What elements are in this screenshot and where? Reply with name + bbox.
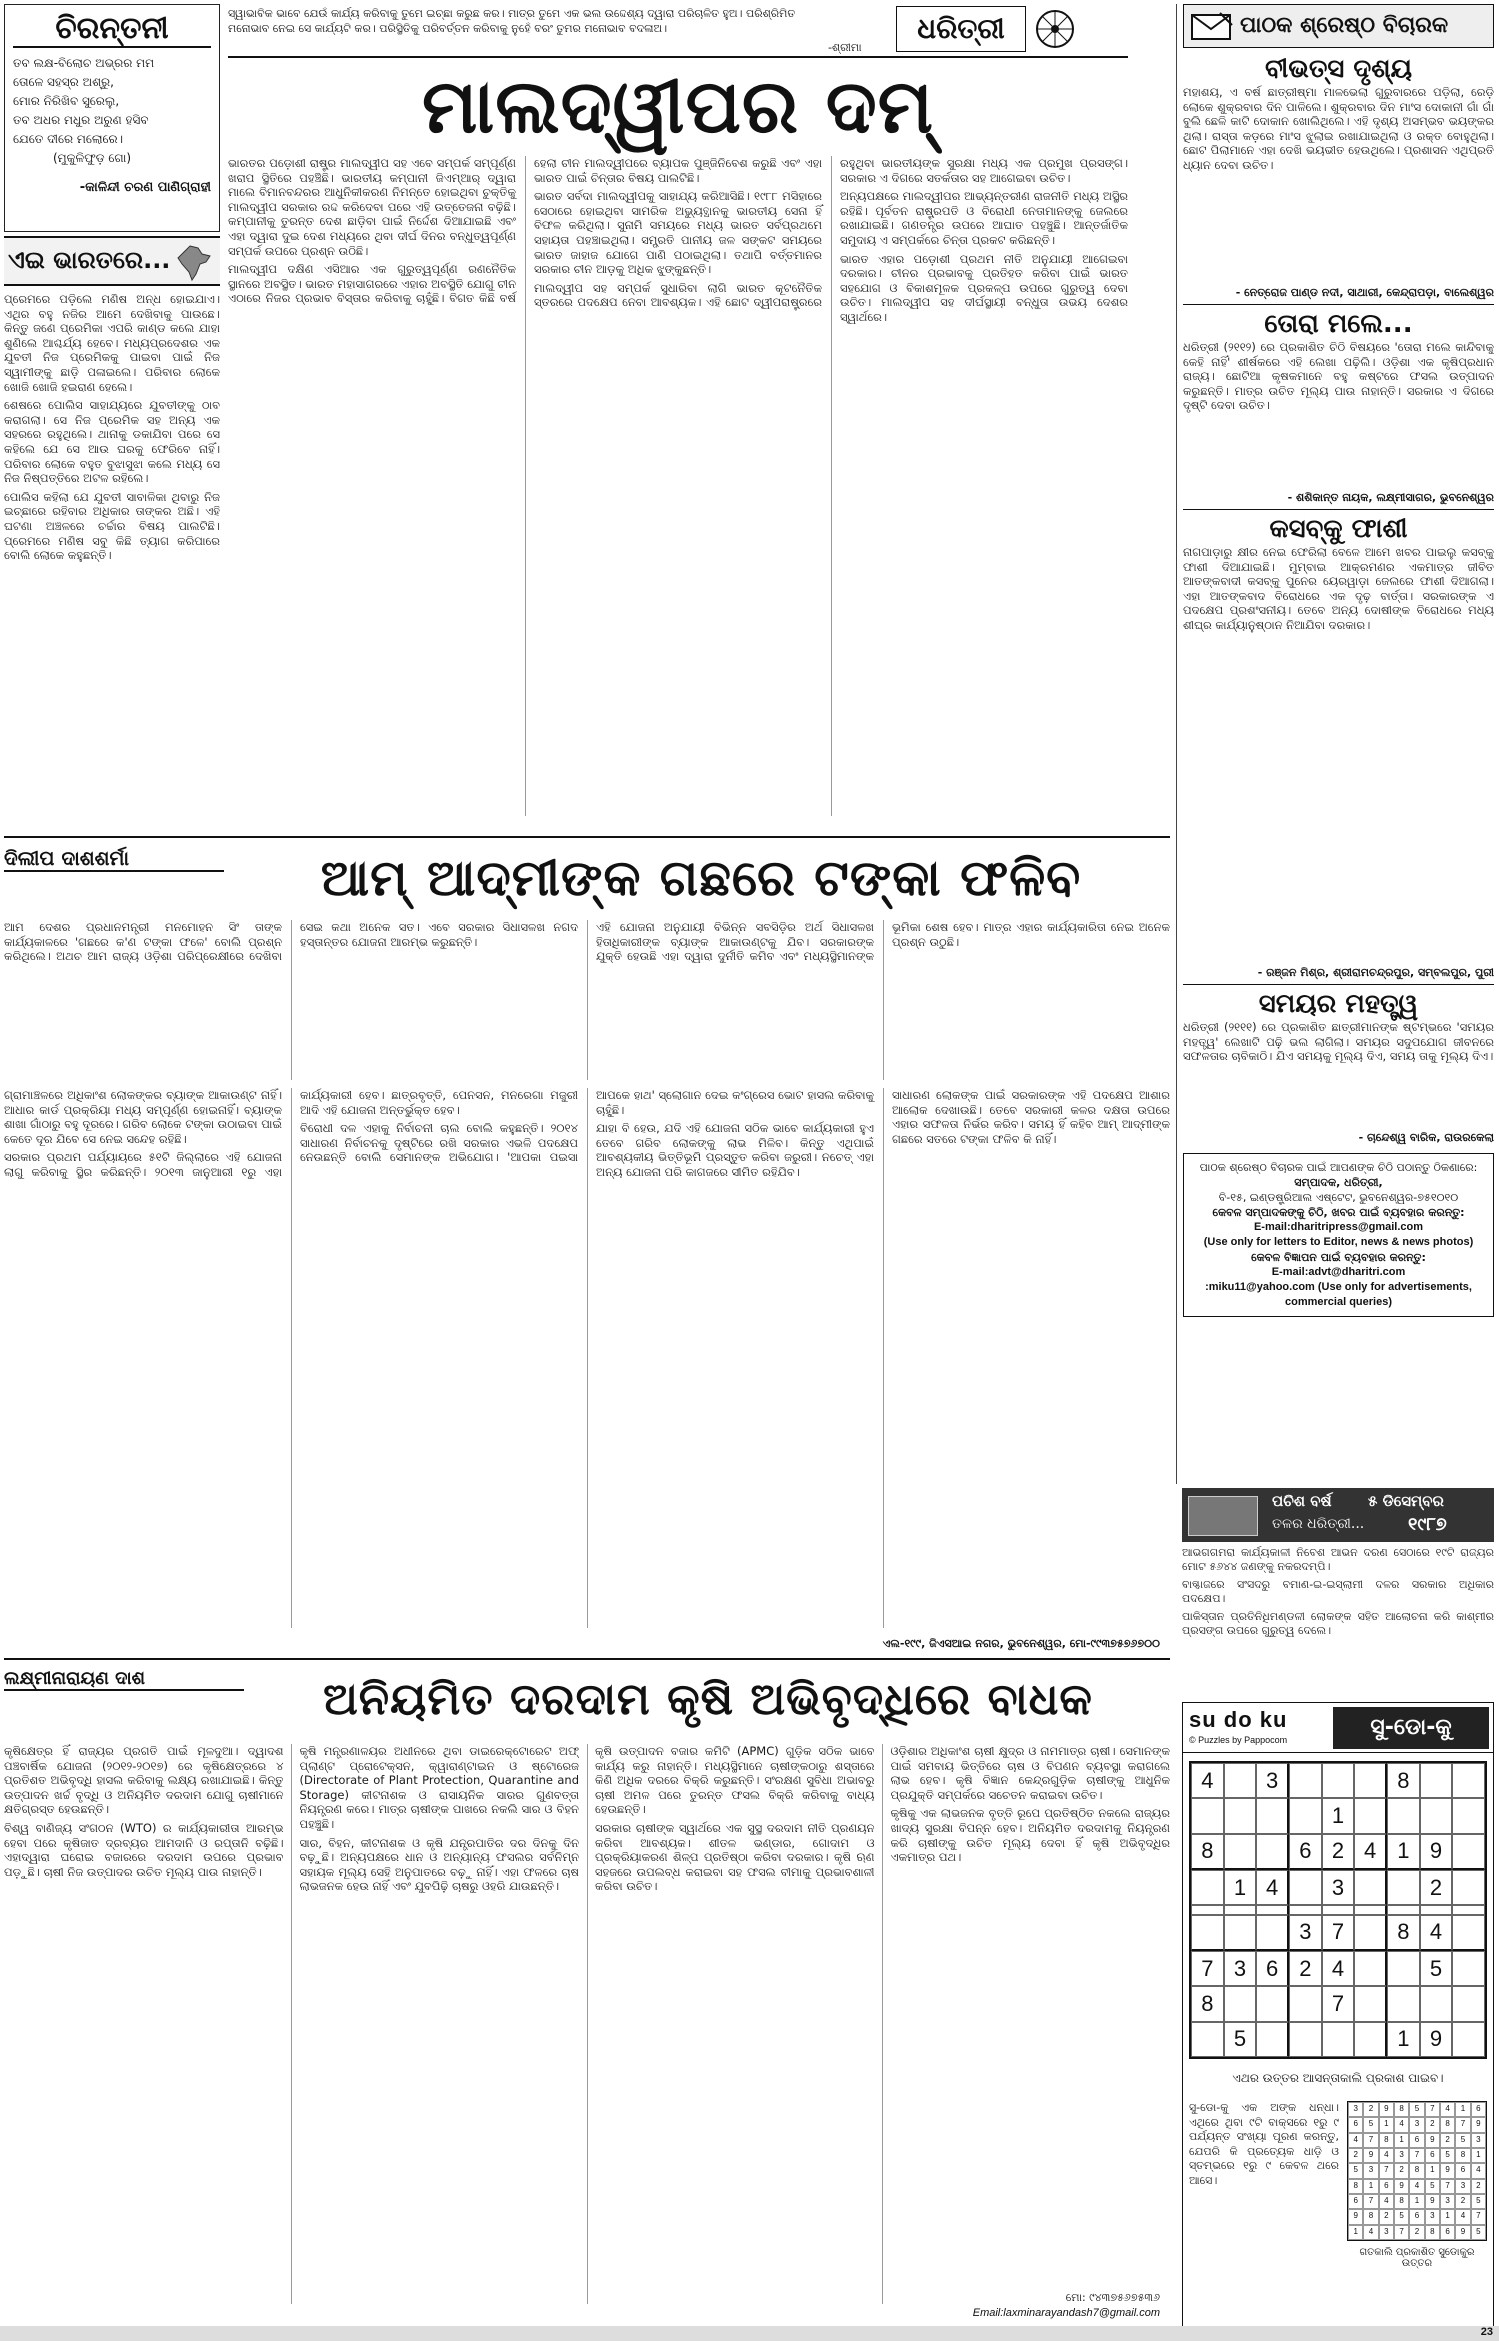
poem-line: ତବ ଲକ୍ଷ-ବିଲୋଚ ଅଭ୍ରର ମମ	[13, 56, 155, 70]
sudoku-cell[interactable]: 4	[1420, 1915, 1453, 1951]
advt-email-alt[interactable]: :miku11@yahoo.com (Use only for advertisements, commercial queries)	[1205, 1281, 1472, 1308]
poem-line: ତୋଳେ ସହସ୍ର ଅଶ୍ରୁ,	[13, 75, 114, 89]
solution-cell: 8	[1440, 2117, 1455, 2132]
solution-cell: 4	[1440, 2102, 1455, 2117]
sudoku-cell[interactable]	[1224, 1798, 1257, 1833]
solution-cell: 2	[1363, 2102, 1378, 2117]
sudoku-solution	[1347, 2101, 1487, 2241]
letters-banner-title: ପାଠକ ଶ୍ରେଷ୍ଠ ବିଚାରକ	[1240, 13, 1449, 38]
sudoku-solution-caption: ଗତକାଲି ପ୍ରକାଶିତ ସୁଡୋକୁର ଉତ୍ତର	[1359, 2247, 1475, 2269]
sudoku-cell[interactable]: 4	[1256, 1870, 1289, 1905]
sudoku-cell[interactable]	[1224, 1905, 1257, 1914]
article3-email[interactable]: Email:laxminarayandash7@gmail.com	[972, 2307, 1160, 2319]
solution-cell: 6	[1440, 2225, 1455, 2240]
poem-line: ତବ ଅଧର ମଧୁର ଅରୁଣ ହସିବ	[13, 113, 149, 127]
sudoku-cell[interactable]	[1452, 2022, 1485, 2057]
sudoku-cell[interactable]	[1387, 1905, 1420, 1914]
address-line: କେବଳ ବିଜ୍ଞାପନ ପାଇଁ ବ୍ୟବହାର କରନ୍ତୁ:	[1251, 1251, 1426, 1264]
sudoku-cell[interactable]: 9	[1420, 1834, 1453, 1870]
solution-cell: 3	[1471, 2133, 1486, 2148]
solution-cell: 4	[1409, 2179, 1424, 2194]
sudoku-cell[interactable]: 9	[1420, 2022, 1453, 2057]
sudoku-cell[interactable]	[1289, 1986, 1322, 2021]
letter-body: ନାଗପାଡ଼ାରୁ କ୍ଷୀର ନେଇ ଫେରିଲା ବେଳେ ଆମେ ଖବର ପାଇଲୁ କସବ୍‌କୁ ଫାଶୀ ଦିଆଯାଇଛି। ମୁମ୍ବାଇ ଆକ୍ରମଣର ଏକମାତ୍ର ଜୀବିତ ଆତଙ୍କବାଦୀ କସବ୍‌କୁ ପୁନେର ୟେରୱାଡ଼ା ଜେଲରେ ଫାଶୀ ଦିଆଗଲା। ଏହା ଆତଙ୍କବାଦ ବିରୋଧରେ ଏକ ଦୃଢ଼ ବାର୍ତ୍ତା। ସରକାରଙ୍କ ଏ ପଦକ୍ଷେପ ପ୍ରଶଂସନୀୟ। ତେବେ ଅନ୍ୟ ଦୋଷୀଙ୍କ ବିରୋଧରେ ମଧ୍ୟ ଶୀଘ୍ର କାର୍ଯ୍ୟାନୁଷ୍ଠାନ ନିଆଯିବା ଦରକାର।	[1183, 545, 1494, 632]
sudoku-cell[interactable]	[1289, 1798, 1322, 1833]
solution-cell: 2	[1425, 2117, 1440, 2132]
sudoku-cell[interactable]: 6	[1256, 1951, 1289, 1986]
poem-author: -କାଳିନ୍ଦୀ ଚରଣ ପାଣିଗ୍ରାହୀ	[79, 180, 211, 195]
poem-lines	[13, 54, 211, 168]
sudoku-cell[interactable]	[1387, 1951, 1420, 1986]
solution-cell: 8	[1363, 2209, 1378, 2224]
sudoku-cell[interactable]	[1289, 1763, 1322, 1798]
sudoku-header	[1183, 1703, 1493, 1753]
solution-cell: 2	[1440, 2133, 1455, 2148]
anniversary-label: ପଚିଶ ବର୍ଷ	[1272, 1492, 1332, 1510]
solution-cell: 5	[1363, 2117, 1378, 2132]
article3-paragraph: କୃଷି ଉତ୍ପାଦନ ବଜାର କମିଟି (APMC) ଗୁଡ଼ିକ ସଠିକ ଭାବେ କାର୍ଯ୍ୟ କରୁ ନାହାନ୍ତି। ମଧ୍ୟସ୍ଥିମାନେ ଚାଷୀଙ୍କଠାରୁ ଶସ୍ତାରେ କିଣି ଅଧିକ ଦରରେ ବିକ୍ରି କରୁଛନ୍ତି। ସଂରକ୍ଷଣ ସୁବିଧା ଅଭାବରୁ ଚାଷୀ ଅମଳ ପରେ ତୁରନ୍ତ ଫସଲ ବିକ୍ରି କରିବାକୁ ବାଧ୍ୟ ହେଉଛନ୍ତି।	[595, 1744, 875, 1817]
sudoku-cell[interactable]	[1224, 1986, 1257, 2021]
solution-cell: 3	[1379, 2225, 1394, 2240]
sudoku-grid[interactable]	[1189, 1761, 1487, 2059]
solution-cell: 4	[1471, 2163, 1486, 2178]
sudoku-cell[interactable]: 3	[1256, 1763, 1289, 1798]
sudoku-cell[interactable]	[1224, 1915, 1257, 1951]
sudoku-cell[interactable]	[1289, 1870, 1322, 1905]
sudoku-cell[interactable]: 8	[1387, 1915, 1420, 1951]
footer-bar	[0, 2326, 1499, 2341]
bharatare-title: ଏଇ ଭାରତରେ...	[8, 246, 171, 274]
bharatare-box	[4, 236, 220, 818]
editorial-paragraph: ଅନ୍ୟପକ୍ଷରେ ମାଲଦ୍ୱୀପର ଆଭ୍ୟନ୍ତରୀଣ ରାଜନୀତି ମଧ୍ୟ ଅସ୍ଥିର ରହିଛି। ପୂର୍ବତନ ରାଷ୍ଟ୍ରପତି ଓ ବିରୋଧୀ ନେତାମାନଙ୍କୁ ଜେଲରେ ରଖାଯାଇଛି। ଗଣତନ୍ତ୍ର ଉପରେ ଆଘାତ ପହଞ୍ଚୁଛି। ଆନ୍ତର୍ଜାତିକ ସମୁଦାୟ ଏ ସମ୍ପର୍କରେ ଚିନ୍ତା ପ୍ରକଟ କରିଛନ୍ତି।	[840, 189, 1128, 247]
sudoku-cell[interactable]: 2	[1420, 1870, 1453, 1905]
sudoku-cell[interactable]: 1	[1322, 1798, 1355, 1833]
sudoku-cell[interactable]	[1191, 1905, 1224, 1914]
solution-cell: 4	[1348, 2133, 1363, 2148]
solution-cell: 7	[1425, 2102, 1440, 2117]
section-rule	[4, 836, 1170, 838]
quote-author: -ଶ୍ରୀମା	[828, 41, 862, 54]
solution-cell: 6	[1425, 2148, 1440, 2163]
sudoku-cell[interactable]: 8	[1191, 1834, 1224, 1870]
dharitri-logo: ଧରିତ୍ରୀ	[896, 6, 1026, 52]
solution-cell: 3	[1348, 2102, 1363, 2117]
solution-cell: 2	[1471, 2179, 1486, 2194]
article2-paragraph: ଆମ ଦେଶର ପ୍ରଧାନମନ୍ତ୍ରୀ ମନମୋହନ ସିଂ ତାଙ୍କ କାର୍ଯ୍ୟକାଳରେ 'ଗଛରେ କ'ଣ ଟଙ୍କା ଫଳେ' ବୋଲି ପ୍ରଶ୍ନ କରିଥିଲେ। ଅଥଚ ଆମ ରାଜ୍ୟ ଓଡ଼ିଶା ପରିପ୍ରେକ୍ଷୀରେ ଦେଖିବା ସେଇ କଥା ଅନେକ ସତ। ଏବେ ସରକାର ସିଧାସଳଖ ନଗଦ ହସ୍ତାନ୍ତର ଯୋଜନା ଆରମ୍ଭ କରୁଛନ୍ତି।	[4, 920, 578, 964]
sudoku-cell[interactable]	[1191, 1870, 1224, 1905]
solution-cell: 1	[1394, 2133, 1409, 2148]
poem-source: (ମୁକୁଳିଫୁଡ଼ ଗୋ)	[53, 151, 132, 165]
article2-paragraph: ଗ୍ରାମାଞ୍ଚଳରେ ଅଧିକାଂଶ ଲୋକଙ୍କର ବ୍ୟାଙ୍କ ଆକାଉଣ୍ଟ ନାହିଁ। ଆଧାର କାର୍ଡ ପ୍ରକ୍ରିୟା ମଧ୍ୟ ସମ୍ପୂର୍ଣ୍ଣ ହୋଇନାହିଁ। ବ୍ୟାଙ୍କ ଶାଖା ଗାଁଠାରୁ ବହୁ ଦୂରରେ। ଗରିବ ଲୋକେ ଟଙ୍କା ଉଠାଇବା ପାଇଁ କେତେ ଦୂର ଯିବେ ସେ ନେଇ ସନ୍ଦେହ ରହିଛି।	[4, 1088, 282, 1146]
solution-cell: 7	[1379, 2163, 1394, 2178]
solution-cell: 9	[1471, 2117, 1486, 2132]
newspaper-icon	[1188, 1496, 1258, 1536]
page-number: 23	[1480, 2326, 1493, 2338]
sudoku-cell[interactable]	[1452, 1905, 1485, 1914]
editorial-paragraph: ମାଲଦ୍ୱୀପ ଦକ୍ଷିଣ ଏସିଆର ଏକ ଗୁରୁତ୍ୱପୂର୍ଣ୍ଣ ରଣନୈତିକ ସ୍ଥାନରେ ଅବସ୍ଥିତ। ଭାରତ ମହାସାଗରରେ ଏହାର ଅବସ୍ଥିତି ଯୋଗୁ ଚୀନ ଏଠାରେ ନିଜର ପ୍ରଭାବ ବିସ୍ତାର କରିବାକୁ ଚାହୁଁଛି। ବିଗତ କିଛି ବର୍ଷ ହେଲା ଚୀନ ମାଲଦ୍ୱୀପରେ ବ୍ୟାପକ ପୁଞ୍ଜିନିବେଶ କରୁଛି ଏବଂ ଏହା ଭାରତ ପାଇଁ ଚିନ୍ତାର ବିଷୟ ପାଲଟିଛି।	[228, 156, 822, 306]
poem-line: ମୋର ନିରିଖିବ ସୁରେଲୁ,	[13, 94, 120, 108]
solution-cell: 9	[1425, 2194, 1440, 2209]
solution-cell: 4	[1363, 2225, 1378, 2240]
editor-email-note: (Use only for letters to Editor, news & news photos)	[1203, 1236, 1474, 1248]
sudoku-cell[interactable]	[1191, 2022, 1224, 2057]
article2-paragraph: ସାଧାରଣ ଲୋକଙ୍କ ପାଇଁ ସରକାରଙ୍କ ଏହି ପଦକ୍ଷେପ ଆଶାର ଆଲୋକ ଦେଖାଉଛି। ତେବେ ସରକାରୀ କଳର ଦକ୍ଷତା ଉପରେ ଏହାର ସଫଳତା ନିର୍ଭର କରିବ। ସମୟ ହିଁ କହିବ ଆମ୍ ଆଦ୍‌ମୀଙ୍କ ଗଛରେ ସତରେ ଟଙ୍କା ଫଳିବ କି ନାହିଁ।	[892, 1088, 1170, 1146]
solution-cell: 5	[1394, 2209, 1409, 2224]
solution-cell: 7	[1409, 2148, 1424, 2163]
anniversary-year: ୧୯୮୭	[1408, 1514, 1447, 1535]
anniversary-banner	[1182, 1488, 1494, 1542]
solution-cell: 5	[1409, 2102, 1424, 2117]
article3-author: ଲକ୍ଷ୍ମୀନାରାୟଣ ଦାଶ	[4, 1668, 244, 1691]
solution-cell: 4	[1455, 2209, 1470, 2224]
sudoku-cell[interactable]	[1420, 1986, 1453, 2021]
letter-signature: - ରଞ୍ଜନ ମିଶ୍ର, ଶ୍ରୀରାମଚନ୍ଦ୍ରପୁର, ସମ୍ବଲପୁର, ପୁରୀ	[1257, 966, 1494, 979]
solution-cell: 5	[1471, 2194, 1486, 2209]
letter-body: ଧରିତ୍ରୀ (୨୧୧୧) ରେ ପ୍ରକାଶିତ ଛାତ୍ରୀମାନଙ୍କ ଷ୍ଟମ୍ଭରେ 'ସମୟର ମହତ୍ତ୍ୱ' ଲେଖାଟି ପଢ଼ି ଭଲ ଲାଗିଲା। ସମୟର ସଦୁପଯୋଗ ଜୀବନରେ ସଫଳତାର ଚାବିକାଠି। ଯିଏ ସମୟକୁ ମୂଲ୍ୟ ଦିଏ, ସମୟ ତାକୁ ମୂଲ୍ୟ ଦିଏ।	[1183, 1020, 1494, 1064]
sudoku-cell[interactable]: 7	[1322, 1915, 1355, 1951]
sudoku-brand-odia: ସୁ-ଡୋ-କୁ	[1333, 1707, 1489, 1749]
solution-cell: 1	[1409, 2194, 1424, 2209]
letter-signature: - ଶଶିକାନ୍ତ ନାୟକ, ଲକ୍ଷ୍ମୀସାଗର, ଭୁବନେଶ୍ୱର	[1287, 491, 1494, 504]
solution-cell: 6	[1348, 2194, 1363, 2209]
wheel-icon	[1034, 8, 1076, 50]
article2-author: ଦିଲୀପ ଦାଶଶର୍ମା	[4, 846, 224, 872]
sudoku-cell[interactable]	[1354, 1905, 1387, 1914]
solution-cell: 9	[1455, 2225, 1470, 2240]
letter-title: ସମୟର ମହତ୍ତ୍ୱ	[1258, 989, 1419, 1019]
sudoku-cell[interactable]	[1322, 2022, 1355, 2057]
sudoku-cell[interactable]	[1256, 1915, 1289, 1951]
india-map-icon	[174, 244, 214, 282]
solution-cell: 4	[1379, 2148, 1394, 2163]
sudoku-cell[interactable]: 7	[1322, 1986, 1355, 2021]
solution-cell: 8	[1379, 2133, 1394, 2148]
solution-cell: 1	[1455, 2102, 1470, 2117]
solution-cell: 9	[1363, 2148, 1378, 2163]
solution-cell: 7	[1471, 2209, 1486, 2224]
sudoku-cell[interactable]	[1354, 1915, 1387, 1951]
solution-cell: 7	[1440, 2179, 1455, 2194]
solution-cell: 5	[1348, 2163, 1363, 2178]
article3-paragraph: କୃଷିକୁ ଏକ ଲାଭଜନକ ବୃତ୍ତି ରୂପେ ପ୍ରତିଷ୍ଠିତ ନକଲେ ରାଜ୍ୟର ଖାଦ୍ୟ ସୁରକ୍ଷା ବିପନ୍ନ ହେବ। ଅନିୟମିତ ଦରଦାମକୁ ନିୟନ୍ତ୍ରଣ କରି ଚାଷୀଙ୍କୁ ଉଚିତ ମୂଲ୍ୟ ଦେବା ହିଁ କୃଷି ଅଭିବୃଦ୍ଧିର ଏକମାତ୍ର ପଥ।	[890, 1806, 1170, 1865]
solution-cell: 6	[1455, 2163, 1470, 2178]
solution-cell: 6	[1409, 2133, 1424, 2148]
article3-body	[4, 1744, 1170, 2304]
sudoku-cell[interactable]	[1420, 1905, 1453, 1914]
solution-cell: 3	[1455, 2179, 1470, 2194]
solution-cell: 1	[1379, 2117, 1394, 2132]
article3-paragraph: କୃଷି ମନ୍ତ୍ରଣାଳୟର ଅଧୀନରେ ଥିବା ଡାଇରେକ୍ଟୋରେଟ ଅଫ୍ ପ୍ଲାଣ୍ଟ ପ୍ରୋଟେକ୍ସନ, କ୍ୱାରାଣ୍ଟାଇନ ଓ ଷ୍ଟୋରେଜ (Directorate of Plant Protection, Quarantine and Storage) କୀଟନାଶକ ଓ ରାସାୟନିକ ସାରର ଗୁଣବତ୍ତା ନିୟନ୍ତ୍ରଣ କରେ। ମାତ୍ର ଚାଷୀଙ୍କ ପାଖରେ ନକଲି ସାର ଓ ବିହନ ପହଞ୍ଚୁଛି।	[299, 1744, 579, 1831]
solution-cell: 5	[1471, 2225, 1486, 2240]
sudoku-cell[interactable]	[1387, 1798, 1420, 1833]
anniversary-item: ବାଗ୍ଦାଜରେ ସଂସଦରୁ ବମାଣ-ଇ-ଇସ୍ଲାମୀ ଦଳର ସରକାର ଅଧିକାର ପଦକ୍ଷେପ।	[1182, 1578, 1494, 1605]
article2-headline: ଆମ୍ ଆଦ୍‌ମୀଙ୍କ ଗଛରେ ଟଙ୍କା ଫଳିବ	[320, 849, 1082, 907]
sudoku-cell[interactable]: 2	[1289, 1951, 1322, 1986]
sudoku-cell[interactable]	[1256, 1986, 1289, 2021]
letter-body: ମହାଶୟ, ଏ ବର୍ଷ ଛାତ୍ରୀଷ୍ମା ମାଳଭେଲା ଗୁରୁବାରରେ ପଡ଼ିଲା, ରେଡ଼ି ଲୋକେ ଶୁକ୍ରବାର ଦିନ ପାଳିଲେ। ଶୁକ୍ରବାର ଦିନ ମାଂସ ଦୋକାନୀ ଗାଁ ଗାଁ ବୁଲି ଛେଳି କାଟି ଦୋକାନ ଖୋଲିଥିଲେ। ଏହି ଦୃଶ୍ୟ ଅସମ୍ଭବ ଭୟଙ୍କର ଥିଲା। ରାସ୍ତା କଡ଼ରେ ମାଂସ ଝୁଲାଇ ରଖାଯାଇଥିଲା ଓ ରକ୍ତ ବୋହୁଥିଲା। ଛୋଟ ପିଲାମାନେ ଏହା ଦେଖି ଭୟଭୀତ ହେଉଥିଲେ। ପ୍ରଶାସନ ଏଥିପ୍ରତି ଧ୍ୟାନ ଦେବା ଉଚିତ।	[1183, 85, 1494, 172]
bharatare-header	[4, 236, 220, 286]
sudoku-howto: ସୁ-ଡୋ-କୁ ଏକ ଅଙ୍କ ଧନ୍ଧା। ଏଥିରେ ଥିବା ୯ଟି ବାକ୍ସରେ ୧ରୁ ୯ ପର୍ଯ୍ୟନ୍ତ ସଂଖ୍ୟା ପୂରଣ କରନ୍ତୁ, ଯେପରି କି ପ୍ରତ୍ୟେକ ଧାଡ଼ି ଓ ସ୍ତମ୍ଭରେ ୧ରୁ ୯ କେବଳ ଥରେ ଆସେ।	[1189, 2101, 1339, 2187]
sudoku-footer: ଏଥର ଉତ୍ତର ଆସନ୍ତାକାଲି ପ୍ରକାଶ ପାଇବ।	[1232, 2071, 1444, 2085]
solution-cell: 1	[1425, 2163, 1440, 2178]
editorial-body	[228, 156, 1128, 816]
editor-email[interactable]: E-mail:dharitripress@gmail.com	[1253, 1221, 1424, 1233]
poem-box	[4, 4, 220, 232]
solution-cell: 2	[1455, 2194, 1470, 2209]
solution-cell: 3	[1394, 2148, 1409, 2163]
sudoku-cell[interactable]	[1387, 1986, 1420, 2021]
sudoku-cell[interactable]: 3	[1322, 1870, 1355, 1905]
solution-cell: 4	[1379, 2194, 1394, 2209]
sudoku-cell[interactable]	[1452, 1834, 1485, 1870]
solution-cell: 6	[1379, 2179, 1394, 2194]
letter-title: କସବ୍‌କୁ ଫାଶୀ	[1269, 514, 1408, 544]
quote-text: ସ୍ୱାଭାବିକ ଭାବେ ଯେଉଁ କାର୍ଯ୍ୟ କରିବାକୁ ତୁମେ ଇଚ୍ଛା କରୁଛ କର। ମାତ୍ର ତୁମେ ଏକ ଭଲ ଉଦ୍ଦେଶ୍ୟ ଦ୍ୱାରା ପରିଚାଳିତ ହୁଅ। ପରିଶ୍ରିମିତ ମନୋଭାବ ନେଇ ସେ କାର୍ଯ୍ୟଟି କର। ପରିସ୍ଥିତିକୁ ପରିବର୍ତ୍ତନ କରିବାକୁ ନୁହେଁ ବରଂ ତୁମର ମନୋଭାବ ବଦଳାଅ।	[228, 7, 796, 35]
article2-body-lower	[4, 1088, 1170, 1628]
article3-mobile: ମୋ: ୯୪୩୭୫୬୭୫୩୬	[1065, 2291, 1160, 2304]
letter-item	[1183, 514, 1494, 980]
sudoku-cell[interactable]	[1354, 1951, 1387, 1986]
sudoku-cell[interactable]: 2	[1322, 1834, 1355, 1870]
sudoku-brand: su do ku	[1189, 1707, 1288, 1732]
article3-paragraph: ସାର, ବିହନ, କୀଟନାଶକ ଓ କୃଷି ଯନ୍ତ୍ରପାତିର ଦର ଦିନକୁ ଦିନ ବଢ଼ୁଛି। ଅନ୍ୟପକ୍ଷରେ ଧାନ ଓ ଅନ୍ୟାନ୍ୟ ଫସଲର ସର୍ବନିମ୍ନ ସହାୟକ ମୂଲ୍ୟ ସେହି ଅନୁପାତରେ ବଢ଼ୁ ନାହିଁ। ଏହା ଫଳରେ ଚାଷ ଲାଭଜନକ ହେଉ ନାହିଁ ଏବଂ ଯୁବପିଢ଼ି ଚାଷରୁ ଓହରି ଯାଉଛନ୍ତି।	[299, 1835, 579, 1894]
sudoku-cell[interactable]	[1452, 1763, 1485, 1798]
sudoku-cell[interactable]: 7	[1191, 1951, 1224, 1986]
sudoku-cell[interactable]: 1	[1224, 1870, 1257, 1905]
letter-signature: - ନେତ୍ରୋଜ ପାଣ୍ଡ ନଦୀ, ସାଥାରୀ, କେନ୍ଦ୍ରାପଡ଼ା, ବାଲେଶ୍ୱର	[1235, 286, 1494, 299]
solution-cell: 5	[1440, 2148, 1455, 2163]
sudoku-cell[interactable]: 3	[1289, 1915, 1322, 1951]
solution-cell: 9	[1348, 2209, 1363, 2224]
sudoku-box	[1182, 1702, 1494, 2330]
sudoku-cell[interactable]: 8	[1191, 1986, 1224, 2021]
sudoku-cell[interactable]	[1387, 1870, 1420, 1905]
sudoku-cell[interactable]	[1452, 1870, 1485, 1905]
article3-paragraph: ସରକାର ଚାଷୀଙ୍କ ସ୍ୱାର୍ଥରେ ଏକ ସୁସ୍ଥ ଦରଦାମ ନୀତି ପ୍ରଣୟନ କରିବା ଆବଶ୍ୟକ। ଶୀତଳ ଭଣ୍ଡାର, ଗୋଦାମ ଓ ପ୍ରକ୍ରିୟାକରଣ ଶିଳ୍ପ ପ୍ରତିଷ୍ଠା କରିବା ଦରକାର। କୃଷି ଋଣ ସହଜରେ ଉପଲବ୍ଧ କରାଇବା ସହ ଫସଲ ବୀମାକୁ ପ୍ରଭାବଶାଳୀ କରିବା ଉଚିତ।	[595, 1820, 875, 1894]
article2-paragraph: ସରକାର ପ୍ରଥମ ପର୍ଯ୍ୟାୟରେ ୫୧ଟି ଜିଲ୍ଲାରେ ଏହି ଯୋଜନା ଲାଗୁ କରିବାକୁ ସ୍ଥିର କରିଛନ୍ତି। ୨୦୧୩ ଜାନୁଆରୀ ୧ରୁ ଏହା କାର୍ଯ୍ୟକାରୀ ହେବ। ଛାତ୍ରବୃତ୍ତି, ପେନସନ, ମନରେଗା ମଜୁରୀ ଆଦି ଏହି ଯୋଜନା ଅନ୍ତର୍ଭୁକ୍ତ ହେବ।	[4, 1088, 578, 1179]
anniversary-item: ପାକିସ୍ତାନ ପ୍ରତିନିଧିମଣ୍ଡଳୀ ଲୋକଙ୍କ ସହିତ ଆଲୋଚନା କରି କାଶ୍ମୀର ପ୍ରସଙ୍ଗ ଉପରେ ଗୁରୁତ୍ୱ ଦେଲେ।	[1182, 1610, 1494, 1637]
solution-cell: 3	[1440, 2194, 1455, 2209]
sudoku-cell[interactable]: 6	[1289, 1834, 1322, 1870]
letters-address-box	[1183, 1153, 1494, 1317]
solution-cell: 3	[1425, 2209, 1440, 2224]
solution-cell: 7	[1394, 2225, 1409, 2240]
letter-title: ବୀଭତ୍ସ ଦୃଶ୍ୟ	[1264, 54, 1413, 84]
solution-cell: 8	[1394, 2102, 1409, 2117]
anniversary-sub: ତଳର ଧରିତ୍ରୀ...	[1272, 1516, 1365, 1532]
solution-cell: 2	[1394, 2163, 1409, 2178]
anniversary-date: ୫ ଡିସେମ୍ବର	[1368, 1492, 1444, 1510]
letters-column	[1176, 4, 1494, 1484]
sudoku-cell[interactable]: 1	[1387, 1834, 1420, 1870]
solution-cell: 2	[1409, 2225, 1424, 2240]
sudoku-cell[interactable]	[1452, 1915, 1485, 1951]
solution-cell: 9	[1379, 2102, 1394, 2117]
sudoku-cell[interactable]	[1420, 1763, 1453, 1798]
solution-cell: 3	[1363, 2163, 1378, 2178]
article2-body	[4, 920, 1170, 1080]
sudoku-cell[interactable]	[1354, 2022, 1387, 2057]
bharatare-paragraph: ଶେଷରେ ପୋଲିସ ସାହାଯ୍ୟରେ ଯୁବତୀଙ୍କୁ ଠାବ କରାଗଲା। ସେ ନିଜ ପ୍ରେମିକ ସହ ଅନ୍ୟ ଏକ ସହରରେ ରହୁଥିଲେ। ଥାନାକୁ ଡକାଯିବା ପରେ ସେ କହିଲେ ଯେ ସେ ଆଉ ଘରକୁ ଫେରିବେ ନାହିଁ। ପରିବାର ଲୋକେ ବହୁତ ବୁଝାସୁଝା କଲେ ମଧ୍ୟ ସେ ନିଜ ନିଷ୍ପତ୍ତିରେ ଅଟଳ ରହିଲେ।	[4, 398, 220, 486]
sudoku-cell[interactable]	[1354, 1870, 1387, 1905]
article2-paragraph: ଯାହା ବି ହେଉ, ଯଦି ଏହି ଯୋଜନା ସଠିକ ଭାବେ କାର୍ଯ୍ୟକାରୀ ହୁଏ ତେବେ ଗରିବ ଲୋକଙ୍କୁ ଲାଭ ମିଳିବ। କିନ୍ତୁ ଏଥିପାଇଁ ଆବଶ୍ୟକୀୟ ଭିତ୍ତିଭୂମି ପ୍ରସ୍ତୁତ କରିବା ଜରୁରୀ। ନଚେତ୍ ଏହା ଅନ୍ୟ ଯୋଜନା ପରି କାଗଜରେ ସୀମିତ ରହିଯିବ।	[596, 1121, 874, 1179]
bharatare-paragraph: ପୋଲିସ କହିଲା ଯେ ଯୁବତୀ ସାବାଳିକା ଥିବାରୁ ନିଜ ଇଚ୍ଛାରେ ରହିବାର ଅଧିକାର ତାଙ୍କର ଅଛି। ଏହି ଘଟଣା ଅଞ୍ଚଳରେ ଚର୍ଚ୍ଚାର ବିଷୟ ପାଲଟିଛି। ପ୍ରେମରେ ମଣିଷ ସବୁ କିଛି ତ୍ୟାଗ କରିପାରେ ବୋଲି ଲୋକେ କହୁଛନ୍ତି।	[4, 489, 220, 563]
letter-title: ତୋରା ମଲେ...	[1264, 309, 1413, 339]
sudoku-cell[interactable]: 8	[1387, 1763, 1420, 1798]
sudoku-cell[interactable]	[1256, 1905, 1289, 1914]
bharatare-body	[4, 292, 220, 812]
bharatare-paragraph: ପ୍ରେମରେ ପଡ଼ିଲେ ମଣିଷ ଅନ୍ଧ ହୋଇଯାଏ। ଏଥିର ବହୁ ନଜିର ଆମେ ଦେଖିବାକୁ ପାଉଛେ। କିନ୍ତୁ ଜଣେ ପ୍ରେମିକା ଏପରି କାଣ୍ଡ କଲେ ଯାହା ଶୁଣିଲେ ଆଶ୍ଚର୍ଯ୍ୟ ହେବେ। ମଧ୍ୟପ୍ରଦେଶର ଏକ ଯୁବତୀ ନିଜ ପ୍ରେମିକକୁ ପାଇବା ପାଇଁ ନିଜ ସ୍ୱାମୀଙ୍କୁ ଛାଡ଼ି ପଳାଇଲେ। ପରିବାର ଲୋକେ ଖୋଜି ଖୋଜି ହଇରାଣ ହେଲେ।	[4, 292, 220, 394]
sudoku-cell[interactable]: 5	[1420, 1951, 1453, 1986]
anniversary-items	[1182, 1546, 1494, 1638]
editorial-paragraph: ଭାରତ ସର୍ବଦା ମାଲଦ୍ୱୀପକୁ ସାହାଯ୍ୟ କରିଆସିଛି। ୧୯୮୮ ମସିହାରେ ସେଠାରେ ହୋଇଥିବା ସାମରିକ ଅଭ୍ୟୁତ୍ଥାନକୁ ଭାରତୀୟ ସେନା ହିଁ ବିଫଳ କରିଥିଲା। ସୁନାମି ସମୟରେ ମଧ୍ୟ ଭାରତ ସର୍ବପ୍ରଥମେ ସହାୟତା ପହଞ୍ଚାଇଥିଲା। ସମ୍ପ୍ରତି ପାନୀୟ ଜଳ ସଙ୍କଟ ସମୟରେ ଭାରତ ଜାହାଜ ଯୋଗେ ପାଣି ପଠାଇଥିଲା। ତଥାପି ବର୍ତ୍ତମାନର ସରକାର ଚୀନ ଆଡ଼କୁ ଅଧିକ ଝୁଙ୍କୁଛନ୍ତି।	[534, 189, 822, 277]
solution-cell: 8	[1348, 2179, 1363, 2194]
sudoku-cell[interactable]	[1289, 1905, 1322, 1914]
solution-cell: 2	[1348, 2148, 1363, 2163]
sudoku-cell[interactable]: 4	[1322, 1951, 1355, 1986]
editorial-paragraph: ଭାରତର ପଡ଼ୋଶୀ ରାଷ୍ଟ୍ର ମାଲଦ୍ୱୀପ ସହ ଏବେ ସମ୍ପର୍କ ସମ୍ପୂର୍ଣ୍ଣ ଖରାପ ସ୍ଥିତିରେ ପହଞ୍ଚିଛି। ଭାରତୀୟ କମ୍ପାନୀ ଜିଏମ୍ଆର୍ ଦ୍ୱାରା ମାଲେ ବିମାନବନ୍ଦରର ଆଧୁନିକୀକରଣ ନିମନ୍ତେ ହୋଇଥିବା ଚୁକ୍ତିକୁ ମାଲଦ୍ୱୀପ ସରକାର ରଦ୍ଦ କରିଦେବା ପରେ ଏହି ଉତ୍ତେଜନା ବଢ଼ିଛି। କମ୍ପାନୀକୁ ତୁରନ୍ତ ଦେଶ ଛାଡ଼ିବା ପାଇଁ ନିର୍ଦ୍ଦେଶ ଦିଆଯାଇଛି ଏବଂ ଏହା ଦ୍ୱାରା ଦୁଇ ଦେଶ ମଧ୍ୟରେ ଥିବା ଦୀର୍ଘ ଦିନର ବନ୍ଧୁତ୍ୱପୂର୍ଣ୍ଣ ସମ୍ପର୍କ ଉପରେ ପ୍ରଶ୍ନ ଉଠିଛି।	[228, 156, 516, 258]
solution-cell: 7	[1363, 2133, 1378, 2148]
letter-item	[1183, 989, 1494, 1145]
solution-cell: 9	[1440, 2163, 1455, 2178]
solution-cell: 6	[1409, 2209, 1424, 2224]
solution-cell: 8	[1409, 2163, 1424, 2178]
solution-cell: 7	[1455, 2117, 1470, 2132]
address-line: ପାଠକ ଶ୍ରେଷ୍ଠ ବିଚାରକ ପାଇଁ ଆପଣଙ୍କ ଚିଠି ପଠାନ୍ତୁ ଠିକଣାରେ:	[1199, 1161, 1478, 1174]
quote-strip	[228, 4, 1128, 58]
anniversary-box	[1182, 1488, 1494, 1648]
sudoku-cell[interactable]: 3	[1224, 1951, 1257, 1986]
advt-email[interactable]: E-mail:advt@dharitri.com	[1271, 1266, 1406, 1278]
solution-cell: 9	[1425, 2133, 1440, 2148]
editorial-headline: ମାଲଦ୍ୱୀପର ଦମ୍	[422, 64, 934, 150]
sudoku-credit: © Puzzles by Pappocom	[1189, 1735, 1288, 1745]
article2-address: ଏଲ-୧୯୯, ଜିଏସଆଇ ନଗର, ଭୁବନେଶ୍ୱର, ମୋ-୯୯୩୭୫୭୬୭୦୦	[882, 1637, 1160, 1650]
sudoku-cell[interactable]: 5	[1224, 2022, 1257, 2057]
anniversary-item: ଆଭଗଗମରା କାର୍ଯ୍ୟକାଳୀ ନିବେଶ ଆଭନ ଦରଣ ସେଠାରେ ୧୯ଟି ରାଜ୍ୟର ମୋଟ ୫୬୪୪ ଜଣଙ୍କୁ ନକରଦମ୍ପି।	[1182, 1546, 1494, 1573]
sudoku-cell[interactable]	[1191, 1915, 1224, 1951]
solution-cell: 6	[1471, 2102, 1486, 2117]
article3-paragraph: କୃଷିକ୍ଷେତ୍ର ହିଁ ରାଜ୍ୟର ପ୍ରଗତି ପାଇଁ ମୂଳଦୁଆ। ଦ୍ୱାଦଶ ପଞ୍ଚବାର୍ଷିକ ଯୋଜନା (୨୦୧୨-୨୦୧୭) ରେ କୃଷିକ୍ଷେତ୍ରରେ ୪ ପ୍ରତିଶତ ଅଭିବୃଦ୍ଧି ହାସଲ କରିବାକୁ ଲକ୍ଷ୍ୟ ରଖାଯାଇଛି। କିନ୍ତୁ ଉତ୍ପାଦନ ଖର୍ଚ୍ଚ ବୃଦ୍ଧି ଓ ଅନିୟମିତ ଦରଦାମ ଯୋଗୁ ଚାଷୀମାନେ କ୍ଷତିଗ୍ରସ୍ତ ହେଉଛନ୍ତି।	[4, 1744, 284, 1817]
sudoku-cell[interactable]	[1322, 1763, 1355, 1798]
sudoku-cell[interactable]	[1452, 1951, 1485, 1986]
address-line: ସମ୍ପାଦକ, ଧରିତ୍ରୀ,	[1294, 1176, 1383, 1189]
sudoku-cell[interactable]	[1256, 1834, 1289, 1870]
editorial-paragraph: ଭାରତ ଏହାର ପଡ଼ୋଶୀ ପ୍ରଥମ ନୀତି ଅନୁଯାୟୀ ଆଗେଇବା ଦରକାର। ଚୀନର ପ୍ରଭାବକୁ ପ୍ରତିହତ କରିବା ପାଇଁ ଭାରତ ସହଯୋଗ ଓ ବିକାଶମୂଳକ ପ୍ରକଳ୍ପ ଉପରେ ଗୁରୁତ୍ୱ ଦେବା ଉଚିତ। ମାଲଦ୍ୱୀପ ସହ ଦୀର୍ଘସ୍ଥାୟୀ ବନ୍ଧୁତା ଉଭୟ ଦେଶର ସ୍ୱାର୍ଥରେ।	[840, 251, 1128, 324]
sudoku-cell[interactable]	[1256, 2022, 1289, 2057]
poem-line: ଯେତେ ଦୀରେ ମଲୋରେ।	[13, 132, 124, 146]
article3-paragraph: ଓଡ଼ିଶାର ଅଧିକାଂଶ ଚାଷୀ କ୍ଷୁଦ୍ର ଓ ନାମମାତ୍ର ଚାଷୀ। ସେମାନଙ୍କ ପାଇଁ ସମବାୟ ଭିତ୍ତିରେ ଚାଷ ଓ ବିପଣନ ବ୍ୟବସ୍ଥା କରାଗଲେ ଲାଭ ହେବ। କୃଷି ବିଜ୍ଞାନ କେନ୍ଦ୍ରଗୁଡ଼ିକ ଚାଷୀଙ୍କୁ ଆଧୁନିକ ପ୍ରଯୁକ୍ତି ସମ୍ପର୍କରେ ସଚେତନ କରାଇବା ଉଚିତ।	[890, 1744, 1170, 1802]
letter-body: ଧରିତ୍ରୀ (୨୧୧୨) ରେ ପ୍ରକାଶିତ ଚିଠି ବିଷୟରେ 'ତୋରା ମଲେ କାନ୍ଦିବାକୁ କେହି ନାହିଁ' ଶୀର୍ଷକରେ ଏହି ଲେଖା ପଢ଼ିଲି। ଓଡ଼ିଶା ଏକ କୃଷିପ୍ରଧାନ ରାଜ୍ୟ। ଛୋଟିଆ କୃଷକମାନେ ବହୁ କଷ୍ଟରେ ଫସଲ ଉତ୍ପାଦନ କରୁଛନ୍ତି। ମାତ୍ର ଉଚିତ ମୂଲ୍ୟ ପାଉ ନାହାନ୍ତି। ସରକାର ଏ ଦିଗରେ ଦୃଷ୍ଟି ଦେବା ଉଚିତ।	[1183, 340, 1494, 413]
letter-signature: - ଚାନ୍ଦେଶ୍ୱ ବାରିକ, ରାଉରକେଲା	[1358, 1131, 1494, 1144]
article2-paragraph: ବିରୋଧୀ ଦଳ ଏହାକୁ ନିର୍ବାଚନୀ ଚାଲ ବୋଲି କହୁଛନ୍ତି। ୨୦୧୪ ସାଧାରଣ ନିର୍ବାଚନକୁ ଦୃଷ୍ଟିରେ ରଖି ସରକାର ଏଭଳି ପଦକ୍ଷେପ ନେଉଛନ୍ତି ବୋଲି ସେମାନଙ୍କ ଅଭିଯୋଗ। 'ଆପକା ପଇସା ଆପକେ ହାଥ' ସ୍ଲୋଗାନ ଦେଇ କଂଗ୍ରେସ ଭୋଟ ହାସଲ କରିବାକୁ ଚାହୁଁଛି।	[300, 1088, 874, 1165]
letter-item	[1183, 54, 1494, 300]
sudoku-cell[interactable]	[1354, 1798, 1387, 1833]
solution-cell: 8	[1425, 2225, 1440, 2240]
solution-cell: 6	[1348, 2117, 1363, 2132]
sudoku-cell[interactable]	[1224, 1763, 1257, 1798]
address-line: କେବଳ ସମ୍ପାଦକଙ୍କୁ ଚିଠି, ଖବର ପାଇଁ ବ୍ୟବହାର କରନ୍ତୁ:	[1212, 1206, 1465, 1219]
article3-headline: ଅନିୟମିତ ଦରଦାମ କୃଷି ଅଭିବୃଦ୍ଧିରେ ବାଧକ	[323, 1674, 1093, 1725]
envelope-icon	[1190, 11, 1234, 41]
solution-cell: 1	[1363, 2179, 1378, 2194]
sudoku-cell[interactable]	[1354, 1763, 1387, 1798]
sudoku-cell[interactable]	[1354, 1986, 1387, 2021]
solution-cell: 2	[1379, 2209, 1394, 2224]
sudoku-cell[interactable]	[1452, 1986, 1485, 2021]
sudoku-cell[interactable]	[1420, 1798, 1453, 1833]
sudoku-cell[interactable]: 4	[1354, 1834, 1387, 1870]
sudoku-cell[interactable]	[1256, 1798, 1289, 1833]
solution-cell: 3	[1409, 2117, 1424, 2132]
solution-cell: 1	[1440, 2209, 1455, 2224]
solution-cell: 5	[1455, 2133, 1470, 2148]
article2-paragraph: ଏହି ଯୋଜନା ଅନୁଯାୟୀ ବିଭିନ୍ନ ସବସିଡ଼ିର ଅର୍ଥ ସିଧାସଳଖ ହିତାଧିକାରୀଙ୍କ ବ୍ୟାଙ୍କ ଆକାଉଣ୍ଟକୁ ଯିବ। ସରକାରଙ୍କ ଯୁକ୍ତି ହେଉଛି ଏହା ଦ୍ୱାରା ଦୁର୍ନୀତି କମିବ ଏବଂ ମଧ୍ୟସ୍ଥିମାନଙ୍କ ଭୂମିକା ଶେଷ ହେବ। ମାତ୍ର ଏହାର କାର୍ଯ୍ୟକାରିତା ନେଇ ଅନେକ ପ୍ରଶ୍ନ ଉଠୁଛି।	[596, 920, 1170, 964]
solution-cell: 8	[1455, 2148, 1470, 2163]
sudoku-cell[interactable]	[1452, 1798, 1485, 1833]
editorial-paragraph: ମାଲଦ୍ୱୀପ ସହ ସମ୍ପର୍କ ସୁଧାରିବା ଲାଗି ଭାରତ କୂଟନୈତିକ ସ୍ତରରେ ପଦକ୍ଷେପ ନେବା ଆବଶ୍ୟକ। ଏହି ଛୋଟ ଦ୍ୱୀପରାଷ୍ଟ୍ରରେ ରହୁଥିବା ଭାରତୀୟଙ୍କ ସୁରକ୍ଷା ମଧ୍ୟ ଏକ ପ୍ରମୁଖ ପ୍ରସଙ୍ଗ। ସରକାର ଏ ଦିଗରେ ସତର୍କତାର ସହ ଆଗେଇବା ଉଚିତ।	[534, 156, 1128, 310]
solution-cell: 5	[1425, 2179, 1440, 2194]
sudoku-cell[interactable]	[1191, 1798, 1224, 1833]
letter-item	[1183, 309, 1494, 505]
solution-cell: 9	[1394, 2179, 1409, 2194]
sudoku-cell[interactable]	[1322, 1905, 1355, 1914]
solution-cell: 8	[1394, 2194, 1409, 2209]
solution-cell: 4	[1394, 2117, 1409, 2132]
address-line: ବି-୧୫, ଇଣ୍ଡଷ୍ଟ୍ରିଆଲ ଏଷ୍ଟେଟ, ଭୁବନେଶ୍ୱର-୭୫୧୦୧୦	[1218, 1191, 1459, 1204]
sudoku-cell[interactable]: 4	[1191, 1763, 1224, 1798]
poem-title: ଚିରନ୍ତନୀ	[13, 11, 211, 48]
article3-paragraph: ବିଶ୍ୱ ବାଣିଜ୍ୟ ସଂଗଠନ (WTO) ର କାର୍ଯ୍ୟକାରୀତା ଆରମ୍ଭ ହେବା ପରେ କୃଷିଜାତ ଦ୍ରବ୍ୟର ଆମଦାନି ଓ ରପ୍ତାନି ବଢ଼ିଛି। ଏହାଦ୍ୱାରା ଘରୋଇ ବଜାରରେ ଦରଦାମ ଉପରେ ପ୍ରଭାବ ପଡ଼ୁଛି। ଚାଷୀ ନିଜ ଉତ୍ପାଦର ଉଚିତ ମୂଲ୍ୟ ପାଉ ନାହାନ୍ତି।	[4, 1820, 284, 1879]
solution-cell: 1	[1471, 2148, 1486, 2163]
section-rule	[4, 1658, 1170, 1660]
solution-cell: 7	[1363, 2194, 1378, 2209]
solution-cell: 1	[1348, 2225, 1363, 2240]
sudoku-cell[interactable]: 1	[1387, 2022, 1420, 2057]
sudoku-cell[interactable]	[1289, 2022, 1322, 2057]
sudoku-cell[interactable]	[1224, 1834, 1257, 1870]
letters-banner	[1183, 4, 1494, 48]
